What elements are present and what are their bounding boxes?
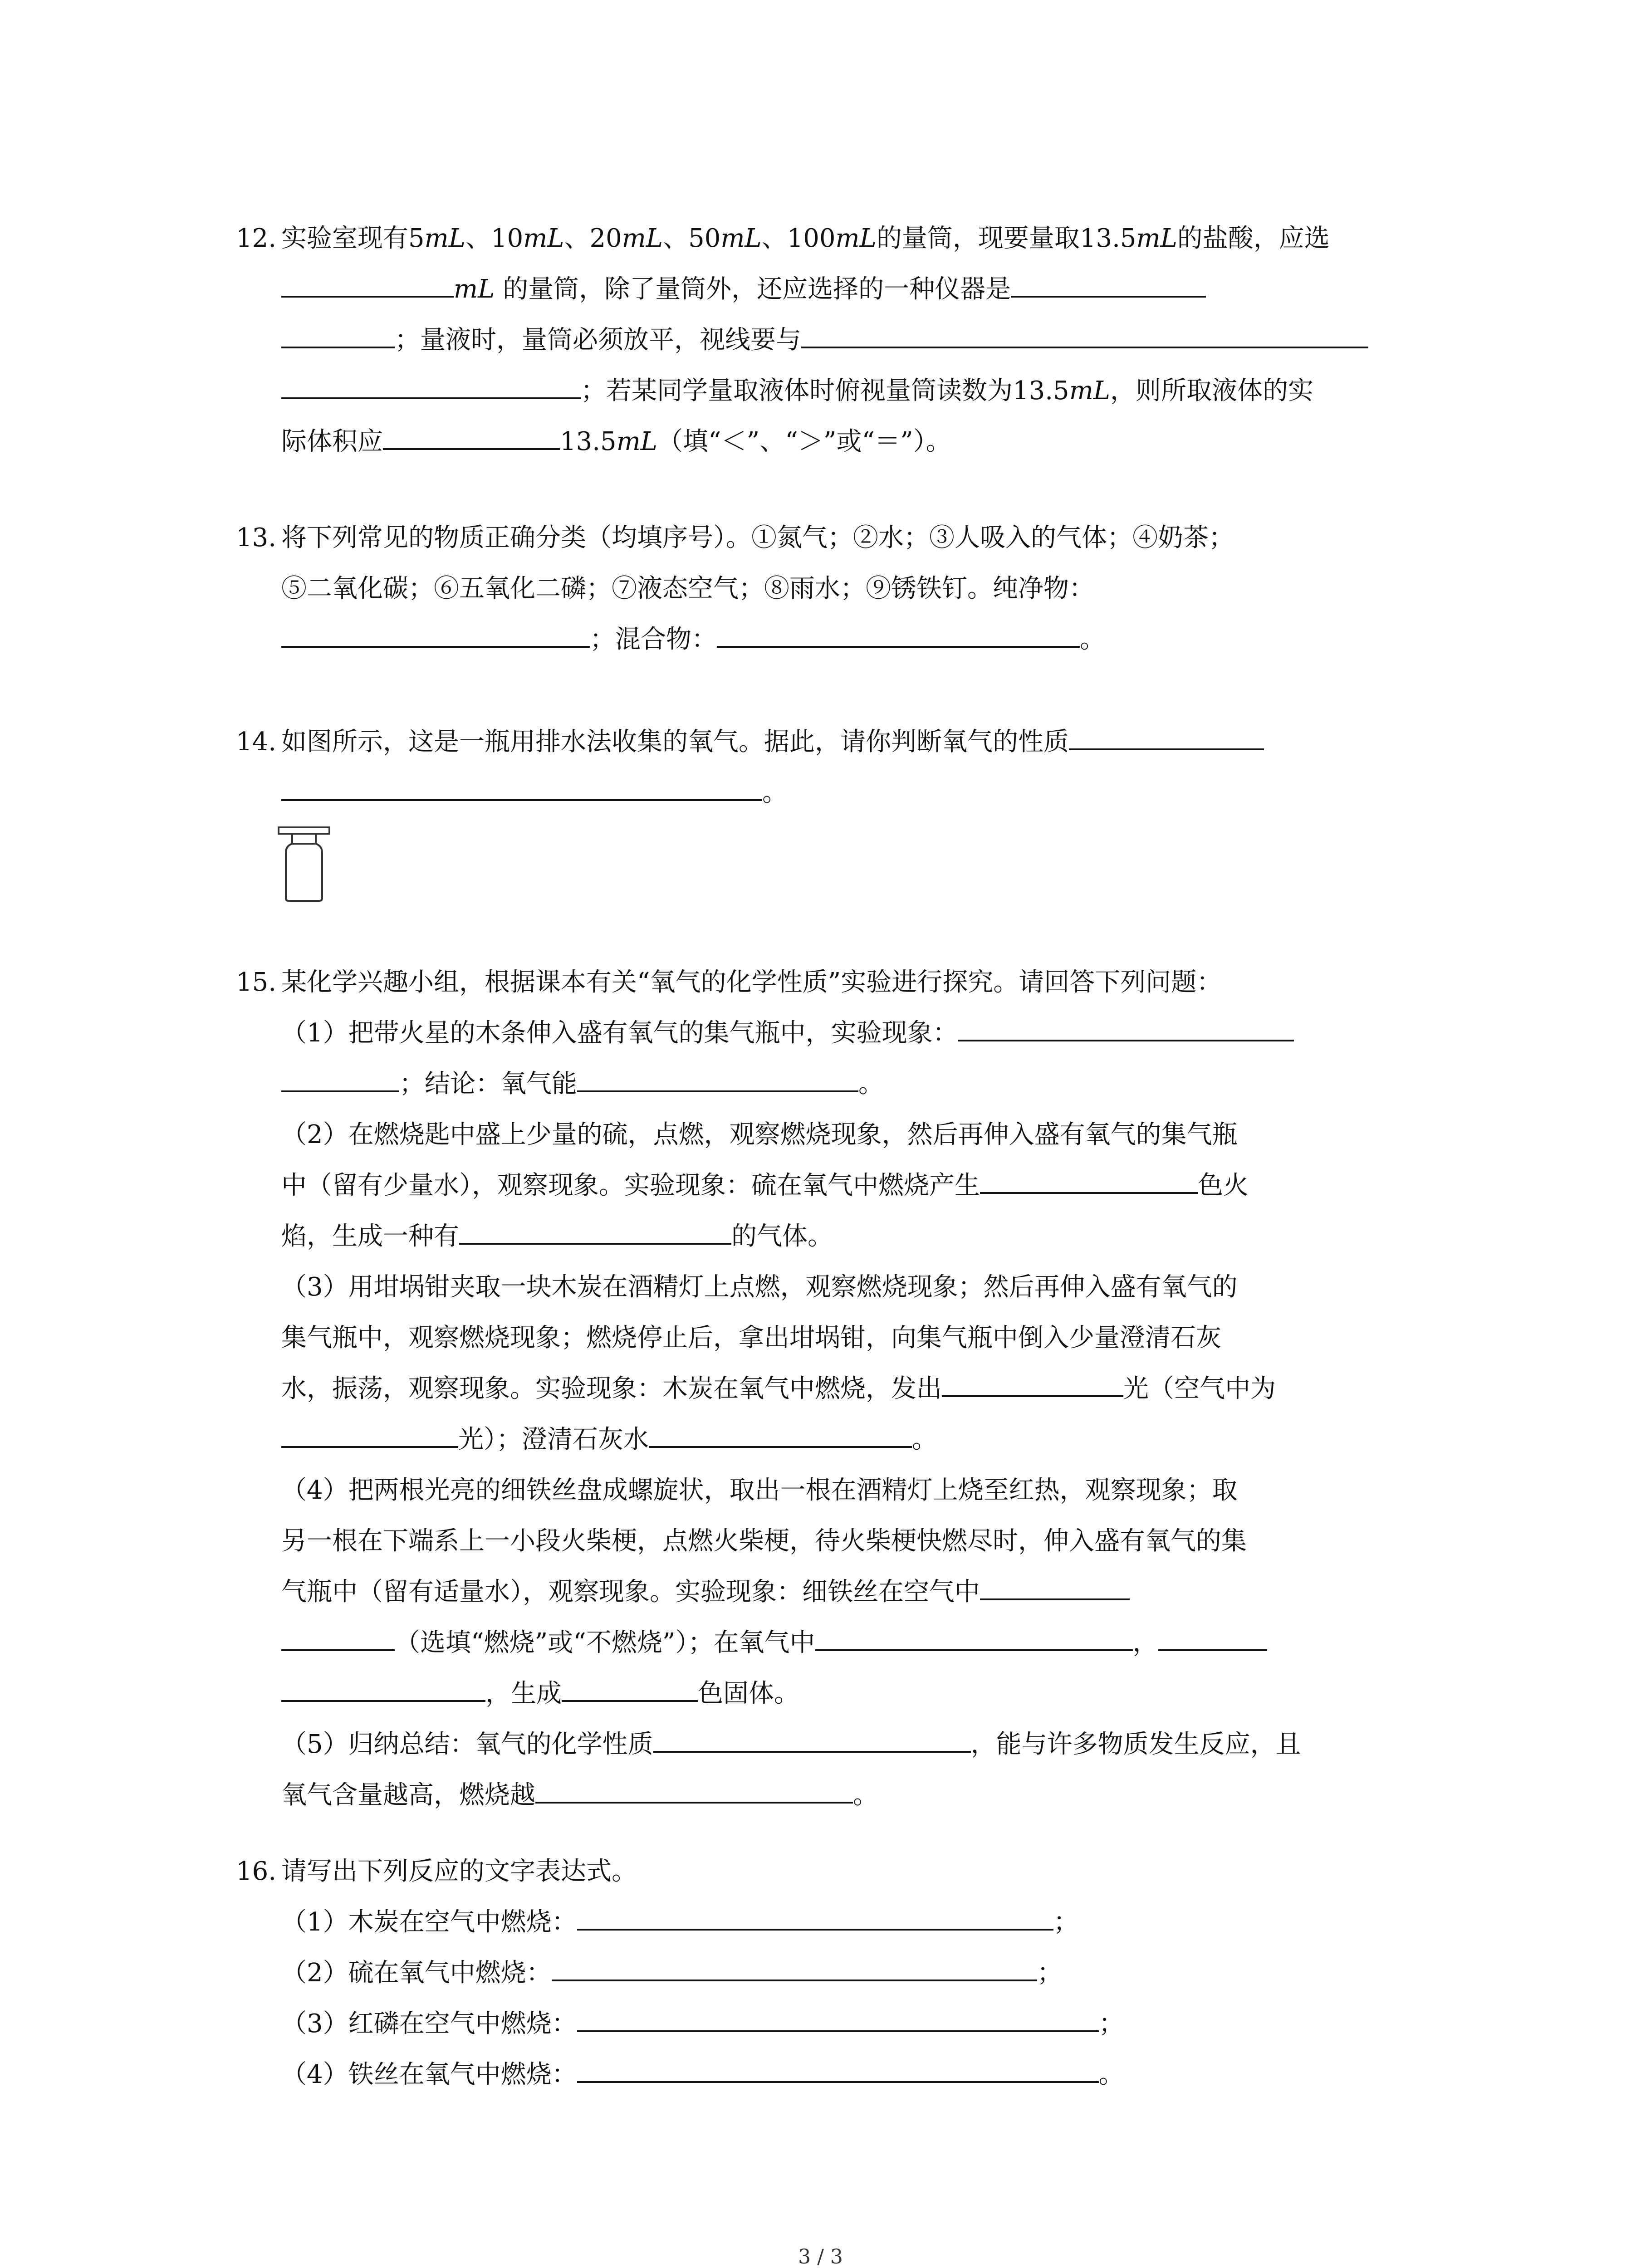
answer-blank[interactable] [980, 1160, 1198, 1194]
answer-blank[interactable] [383, 416, 560, 450]
answer-blank[interactable] [562, 1668, 698, 1702]
answer-blank[interactable] [649, 1414, 912, 1448]
answer-blank[interactable] [281, 1059, 399, 1092]
question-number: 14. [236, 727, 277, 757]
page-number: 3 / 3 [798, 2245, 843, 2268]
question-number: 16. [236, 1857, 277, 1886]
answer-blank[interactable] [459, 1211, 731, 1245]
answer-blank[interactable] [980, 1567, 1130, 1600]
answer-blank[interactable] [717, 614, 1080, 648]
question-number: 13. [236, 523, 277, 552]
answer-blank[interactable] [577, 1059, 858, 1092]
answer-blank[interactable] [815, 1618, 1133, 1651]
answer-blank[interactable] [281, 767, 762, 801]
answer-blank[interactable] [281, 264, 454, 298]
answer-blank[interactable] [653, 1719, 971, 1753]
answer-blank[interactable] [577, 1999, 1099, 2032]
answer-blank[interactable] [281, 614, 590, 648]
question-number: 15. [236, 968, 277, 997]
answer-blank[interactable] [577, 1897, 1053, 1931]
question-14: 14. 如图所示，这是一瓶用排水法收集的氧气。据此，请你判断氧气的性质 。 [236, 717, 1452, 818]
question-15: 15. 某化学兴趣小组，根据课本有关“氧气的化学性质”实验进行探究。请回答下列问题： （1）把带火星的木条伸入盛有氧气的集气瓶中，实验现象： ；结论：氧气能 。 （2）在燃烧匙中盛上少量的硫，点燃，观察燃烧现象，然后再伸入盛有氧气的集气瓶 中（留有少量水），观察现象。实验现象：硫在氧气中燃烧产生 色火 焰，生成一种有 的气体。 （3）用坩埚钳夹取一块木炭在酒精灯上点燃，观察燃烧现象；然后再伸入盛有氧气的 集气瓶中，观察燃烧现象；燃烧停止后，拿出坩埚钳，向集气瓶中倒入少量澄清石灰 水，振荡，观察现象。实验现象：木炭在氧气中燃烧，发出 光（空气中为 光）；澄清石灰水 。 （4）把两根光亮的细铁丝盘成螺旋状，取出一根在酒精灯上烧至红热，观察现象；取 另一根在下端系上一小段火柴梗，点燃火柴梗，待火柴梗快燃尽时，伸入盛有氧气的集 气瓶中（留有适量水），观察现象。实验现象：细铁丝在空气中 （选填“燃烧”或“不燃烧”）；在氧气中 ， ，生成 色固体。 （5）归纳总结：氧气的化学性质 ，能与许多物质发生反应，且 氧气含量越高，燃烧越 。 [236, 957, 1452, 1821]
question-number: 12. [236, 224, 277, 253]
answer-blank[interactable] [801, 315, 1368, 348]
gas-bottle-image [277, 826, 331, 903]
answer-blank[interactable] [1011, 264, 1206, 298]
answer-blank[interactable] [1158, 1618, 1267, 1651]
answer-blank[interactable] [535, 1770, 853, 1804]
answer-blank[interactable] [281, 1668, 485, 1702]
answer-blank[interactable] [942, 1364, 1123, 1397]
answer-blank[interactable] [281, 1618, 395, 1651]
answer-blank[interactable] [281, 366, 581, 399]
answer-blank[interactable] [577, 2049, 1099, 2083]
answer-blank[interactable] [281, 1414, 458, 1448]
answer-blank[interactable] [1069, 717, 1264, 750]
question-16: 16. 请写出下列反应的文字表达式。 （1）木炭在空气中燃烧： ； （2）硫在氧气中燃烧： ； （3）红磷在空气中燃烧： ； （4）铁丝在氧气中燃烧： 。 [236, 1846, 1452, 2100]
question-13: 13. 将下列常见的物质正确分类（均填序号）。①氮气；②水；③人吸入的气体；④奶茶； ⑤二氧化碳；⑥五氧化二磷；⑦液态空气；⑧雨水；⑨锈铁钉。纯净物： ；混合物： 。 [236, 513, 1452, 665]
answer-blank[interactable] [958, 1008, 1294, 1041]
answer-blank[interactable] [281, 315, 395, 348]
answer-blank[interactable] [552, 1948, 1037, 1981]
question-12: 12. 实验室现有5mL、10mL、20mL、50mL、100mL的量筒，现要量取13.5mL的盐酸，应选 mL 的量筒，除了量筒外，还应选择的一种仪器是 ；量液时，量筒必须放平，视线要与 ；若某同学量取液体时俯视量筒读数为13.5mL，则所取液体的实 际体积应 13.5mL（填“＜”、“＞”或“＝”）。 [236, 213, 1452, 467]
